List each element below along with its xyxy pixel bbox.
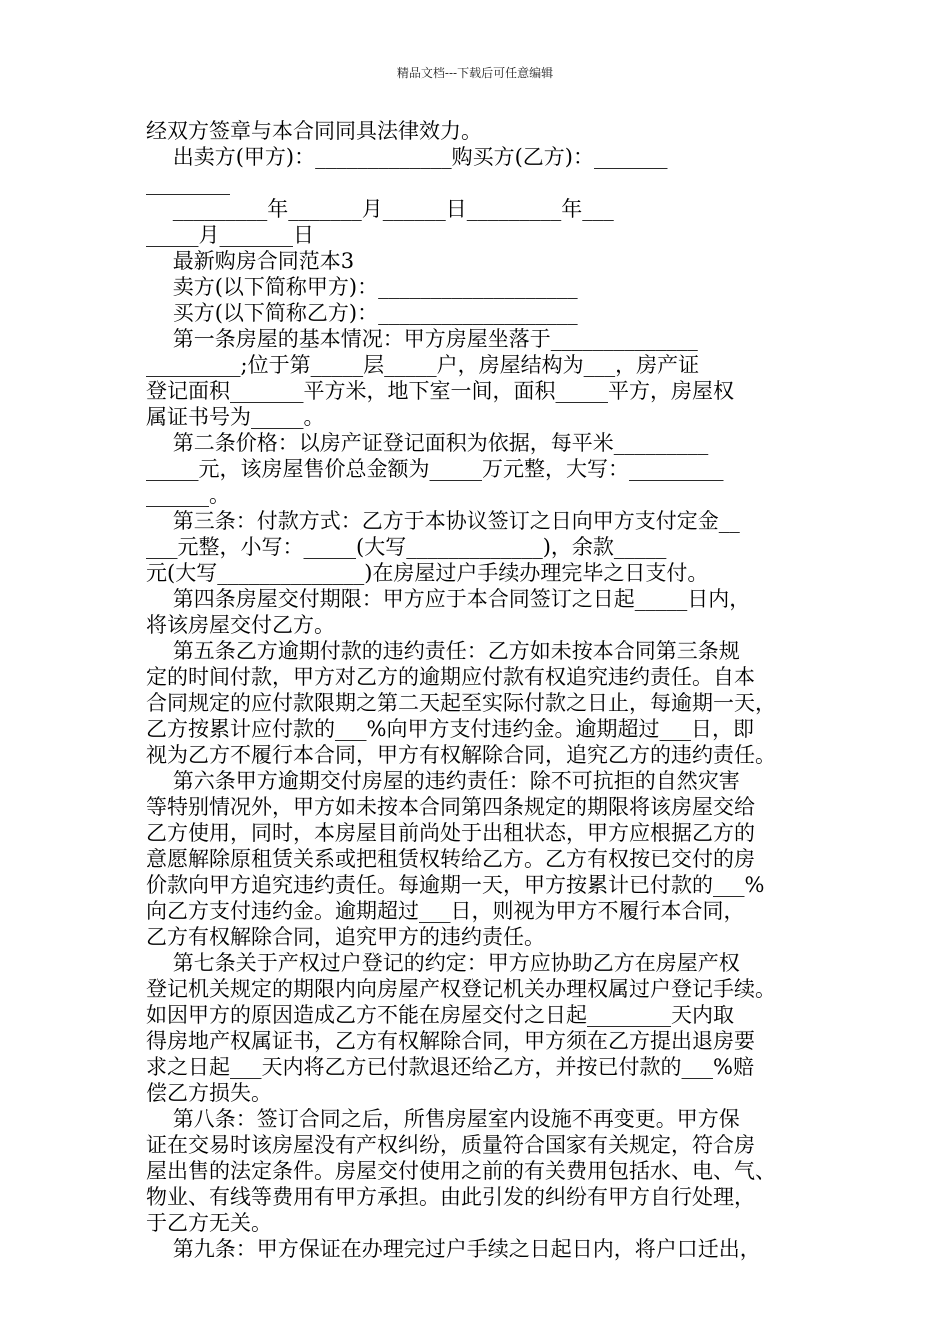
text-line: 卖方(以下简称甲方)：___________________ xyxy=(146,275,578,299)
text-line: 价款向甲方追究违约责任。每逾期一天，甲方按累计已付款的___% xyxy=(146,873,765,897)
text-line: 第八条：签订合同之后，所售房屋室内设施不再变更。甲方保 xyxy=(146,1107,740,1131)
text-line: 屋出售的法定条件。房屋交付使用之前的有关费用包括水、电、气、 xyxy=(146,1159,776,1183)
text-line: 第四条房屋交付期限：甲方应于本合同签订之日起_____日内， xyxy=(146,587,751,611)
text-line: _____元，该房屋售价总金额为_____万元整，大写：_________ xyxy=(146,457,724,481)
text-line: 乙方有权解除合同，追究甲方的违约责任。 xyxy=(146,925,545,949)
text-line: 登记面积_______平方米，地下室一间，面积_____平方，房屋权 xyxy=(146,379,734,403)
text-line: ________ xyxy=(146,171,230,195)
text-line: 属证书号为_____。 xyxy=(146,405,325,429)
text-line: 求之日起___天内将乙方已付款退还给乙方，并按已付款的___%赔 xyxy=(146,1055,754,1079)
text-line: 意愿解除原租赁关系或把租赁权转给乙方。乙方有权按已交付的房 xyxy=(146,847,755,871)
text-line: 最新购房合同范本3 xyxy=(146,249,355,273)
text-line: 等特别情况外，甲方如未按本合同第四条规定的期限将该房屋交给 xyxy=(146,795,755,819)
text-line: 将该房屋交付乙方。 xyxy=(146,613,335,637)
text-line: 第三条：付款方式：乙方于本协议签订之日向甲方支付定金__ xyxy=(146,509,740,533)
text-line: 得房地产权属证书，乙方有权解除合同，甲方须在乙方提出退房要 xyxy=(146,1029,755,1053)
page-header: 精品文档---下载后可任意编辑 xyxy=(396,66,554,80)
text-line: 第七条关于产权过户登记的约定：甲方应协助乙方在房屋产权 xyxy=(146,951,740,975)
text-line: ______。 xyxy=(146,483,230,507)
text-line: 物业、有线等费用有甲方承担。由此引发的纠纷有甲方自行处理， xyxy=(146,1185,755,1209)
text-line: 向乙方支付违约金。逾期超过___日，则视为甲方不履行本合同， xyxy=(146,899,745,923)
text-line: 第六条甲方逾期交付房屋的违约责任：除不可抗拒的自然灾害 xyxy=(146,769,740,793)
text-line: 偿乙方损失。 xyxy=(146,1081,272,1105)
text-line: 第五条乙方逾期付款的违约责任：乙方如未按本合同第三条规 xyxy=(146,639,740,663)
text-line: 视为乙方不履行本合同，甲方有权解除合同，追究乙方的违约责任。 xyxy=(146,743,776,767)
text-line: 如因甲方的原因造成乙方不能在房屋交付之日起________天内取 xyxy=(146,1003,734,1027)
text-line: _________;位于第_____层_____户，房屋结构为___，房产证 xyxy=(146,353,700,377)
text-line: 定的时间付款，甲方对乙方的逾期应付款有权追究违约责任。自本 xyxy=(146,665,755,689)
text-line: 出卖方(甲方)：_____________购买方(乙方)：_______ xyxy=(146,145,668,169)
text-line: 第九条：甲方保证在办理完过户手续之日起日内，将户口迁出， xyxy=(146,1237,761,1261)
text-line: 登记机关规定的期限内向房屋产权登记机关办理权属过户登记手续。 xyxy=(146,977,776,1001)
text-line: 乙方按累计应付款的___%向甲方支付违约金。逾期超过___日，即 xyxy=(146,717,754,741)
text-line: 元(大写______________)在房屋过户手续办理完毕之日支付。 xyxy=(146,561,709,585)
text-line: _________年_______月______日_________年___ xyxy=(146,197,614,221)
text-line: _____月_______日 xyxy=(146,223,314,247)
text-line: 第一条房屋的基本情况：甲方房屋坐落于______________ xyxy=(146,327,698,351)
text-line: 买方(以下简称乙方)：___________________ xyxy=(146,301,578,325)
text-line: 乙方使用，同时，本房屋目前尚处于出租状态，甲方应根据乙方的 xyxy=(146,821,755,845)
text-line: 第二条价格：以房产证登记面积为依据，每平米_________ xyxy=(146,431,709,455)
document-body xyxy=(146,118,808,1262)
text-line: 合同规定的应付款限期之第二天起至实际付款之日止，每逾期一天， xyxy=(146,691,776,715)
text-line: 证在交易时该房屋没有产权纠纷，质量符合国家有关规定，符合房 xyxy=(146,1133,755,1157)
text-line: 经双方签章与本合同同具法律效力。 xyxy=(146,119,482,143)
text-line: ___元整，小写：_____(大写_____________)，余款_____ xyxy=(146,535,667,559)
text-line: 于乙方无关。 xyxy=(146,1211,272,1235)
